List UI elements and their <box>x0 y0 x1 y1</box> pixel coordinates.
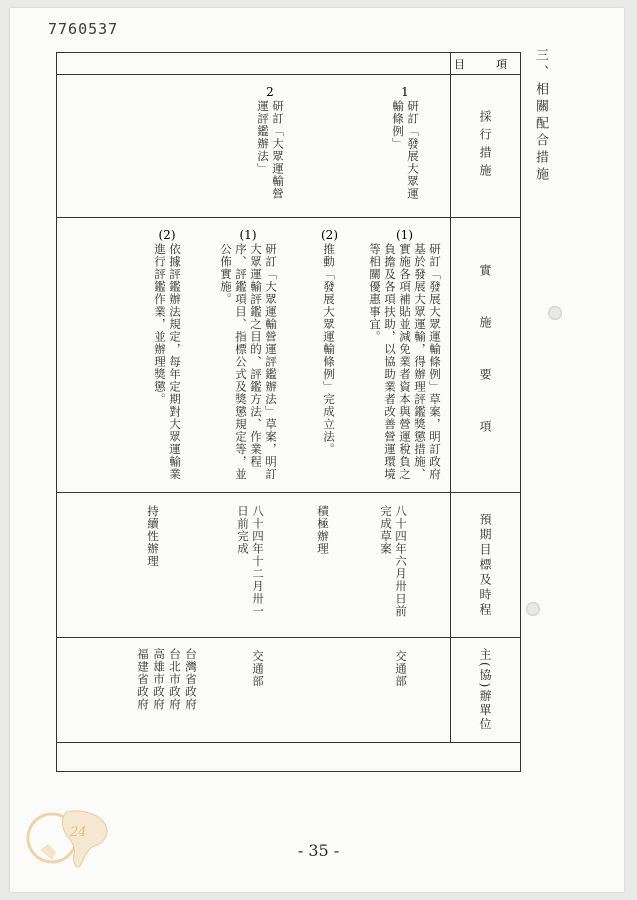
header-row <box>57 53 520 75</box>
detail-number: (1) <box>239 228 257 242</box>
agency-text: 福建省政府 <box>136 648 150 711</box>
detail-item-3 <box>218 228 278 488</box>
detail-text: 依據評鑑辦法規定，每年定期對大眾運輸業進行評鑑作業，並辦理獎懲。 <box>153 243 182 481</box>
page-number: - 35 - <box>297 841 340 860</box>
agencies-row <box>57 638 520 743</box>
detail-item-2 <box>321 228 338 488</box>
agency-item-5 <box>151 648 166 715</box>
agency-item-6 <box>135 648 150 715</box>
agencies-header: 主(協)辦單位 <box>478 648 492 732</box>
detail-number: (2) <box>158 228 176 242</box>
detail-text: 研訂「大眾運輸營運評鑑辦法」草案，明訂大眾運輸評鑑之目的、評鑑方法、作業程序、評鑑項目、指標公式及獎懲規定等，並公佈實施。 <box>219 243 278 481</box>
measures-header: 採行措施 <box>478 110 492 182</box>
binder-hole-top <box>548 306 562 320</box>
measure-item-1 <box>390 85 420 212</box>
details-row <box>57 218 520 493</box>
svg-text:24: 24 <box>70 825 87 840</box>
target-text: 八十四年十二月卅一日前完成 <box>236 505 265 618</box>
target-item-4 <box>145 505 160 625</box>
agency-text: 交通部 <box>394 650 408 688</box>
targets-row <box>57 493 520 638</box>
measure-number: 2 <box>266 85 274 99</box>
details-body <box>57 218 450 492</box>
detail-number: (1) <box>396 228 413 242</box>
details-header-cell <box>450 218 520 492</box>
measure-number: 1 <box>401 85 409 99</box>
agency-text: 台灣省政府 <box>184 648 198 711</box>
detail-item-4 <box>152 228 182 488</box>
targets-header: 預期目標及時程 <box>478 512 492 618</box>
binder-hole-bottom <box>526 602 540 616</box>
header-cell <box>450 53 520 74</box>
agency-item-2 <box>250 650 265 692</box>
target-text: 積極辦理 <box>316 505 330 555</box>
agency-item-4 <box>167 648 182 715</box>
target-item-2 <box>315 505 330 625</box>
target-item-1 <box>378 505 408 625</box>
details-header: 實 施 要 項 <box>478 264 492 446</box>
measure-text: 研訂「大眾運輸營運評鑑辦法」 <box>256 100 285 200</box>
agency-item-1 <box>393 650 408 692</box>
measures-body <box>57 75 450 217</box>
archive-logo-icon <box>22 800 117 875</box>
target-item-3 <box>235 505 265 625</box>
measures-row <box>57 75 520 218</box>
targets-body <box>57 493 450 637</box>
header-item-label: 目 項 <box>454 57 517 71</box>
agencies-header-cell <box>450 638 520 742</box>
measures-table <box>56 52 521 772</box>
target-text: 八十四年六月卅日前完成草案 <box>379 505 408 618</box>
agency-text: 交通部 <box>251 650 265 688</box>
detail-text: 推動「發展大眾運輸條例」完成立法。 <box>322 243 336 456</box>
agency-text: 高雄市政府 <box>152 648 166 711</box>
detail-text: 研訂「發展大眾運輸條例」草案，明訂政府基於發展大眾運輸，得辦理評鑑獎懲措施、實施各項補貼並減免業者資本與營運稅負之負擔及各項扶助，以協助業者改善營運環境等相關優惠事宜。 <box>368 243 442 481</box>
measure-text: 研訂「發展大眾運輸條例」 <box>391 100 420 200</box>
detail-item-1 <box>367 228 442 488</box>
measure-item-2 <box>255 85 285 212</box>
detail-number: (2) <box>321 228 338 242</box>
agencies-body <box>57 638 450 742</box>
target-text: 持續性辦理 <box>146 505 160 568</box>
section-title: 三、相關配合措施 <box>533 48 548 184</box>
document-number: 7760537 <box>48 20 119 38</box>
targets-header-cell <box>450 493 520 637</box>
agency-item-3 <box>183 648 198 715</box>
measures-header-cell <box>450 75 520 217</box>
agency-text: 台北市政府 <box>168 648 182 711</box>
